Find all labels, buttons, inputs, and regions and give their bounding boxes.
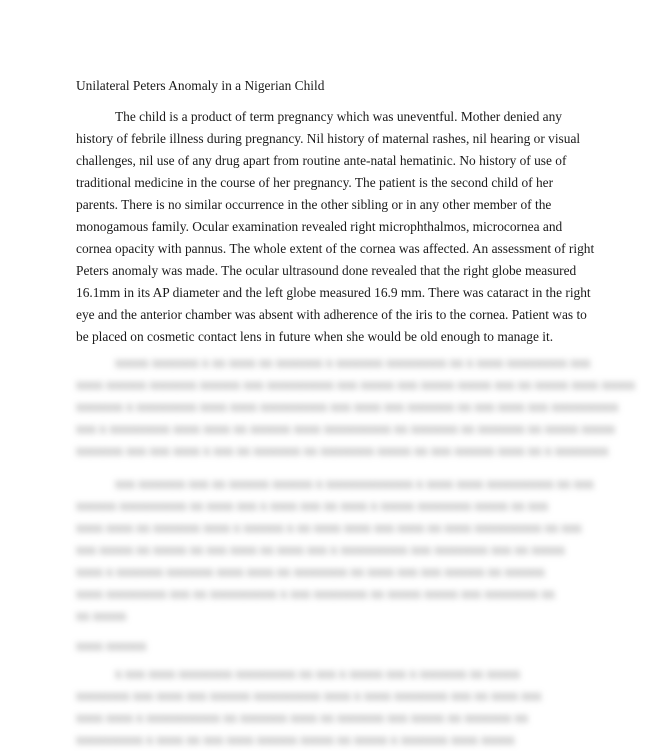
paragraph-line: challenges, nil use of any drug apart from routine ante-natal hematinic. No history of use of [76,153,567,168]
blurred-paragraph [76,663,576,751]
paragraph-line: 16.1mm in its AP diameter and the left globe measured 16.9 mm. There was cataract in the right [76,285,591,300]
paragraph-line: history of febrile illness during pregnancy. Nil history of maternal rashes, nil hearing or visual [76,131,581,146]
blurred-line: xx xxxxx [76,608,127,623]
paragraph-line: traditional medicine in the course of her pregnancy. The patient is the second child of her [76,175,554,190]
blurred-line: xxxxxx xxxxxxxxxx xx xxxx xxx x xxxx xxx xx xxxx x xxxxx xxxxxxxx xxxxx xx xxx [76,498,549,513]
paragraph-line: cornea opacity with pannus. The whole extent of the cornea was affected. An assessment of right [76,241,595,256]
blurred-paragraph [76,352,636,462]
paragraph-line: eye and the anterior chamber was absent with adherence of the iris to the cornea. Patient was to [76,307,587,322]
paragraph-line: Peters anomaly was made. The ocular ultrasound done revealed that the right globe measured [76,263,577,278]
document-title: Unilateral Peters Anomaly in a Nigerian Child [76,78,325,93]
blurred-line: xxxxxxx x xxxxxxxxx xxxx xxxx xxxxxxxxxx xxx xxxx xxx xxxxxxx xx xxx xxxx xxx xxxxxxxxxx [76,399,619,414]
body-paragraph [76,106,595,348]
blurred-line: xxx x xxxxxxxxx xxxx xxxx xx xxxxxx xxxx xxxxxxxxxx xx xxxxxxx xx xxxxxxx xx xxxxx xxxxx [76,421,615,436]
blurred-line: x xxx xxxx xxxxxxxx xxxxxxxxx xx xxx x xxxxx xxx x xxxxxxx xx xxxxx [115,666,521,681]
paragraph-line: be placed on cosmetic contact lens in future when she would be old enough to manage it. [76,329,554,344]
blurred-line: xxxx xxxxxx xxxxxxx xxxxxx xxx xxxxxxxxxx xxx xxxxx xxx xxxxx xxxxx xxx xx xxxxx xxxx xxxxx [76,377,636,392]
blurred-line: xxxxxxxxxx x xxxx xx xxx xxxx xxxxxx xxxxx xx xxxxx x xxxxxxx xxxx xxxxx [76,732,515,747]
blurred-line: xxxx xxxxxx [76,638,147,653]
blurred-line: xxxx xxxx xx xxxxxxx xxxx x xxxxxx x xx xxxx xxxx xxx xxxx xx xxxx xxxxxxxxxx xx xxx [76,520,582,535]
blurred-line: xxxx xxxx x xxxxxxxxxxx xx xxxxxxx xxxx xx xxxxxxx xxx xxxxx xx xxxxxxx xx [76,710,528,725]
blurred-paragraph [76,473,594,627]
paragraph-line: The child is a product of term pregnancy which was uneventful. Mother denied any [115,109,562,124]
blurred-line: xxxxx xxxxxxx x xx xxxx xx xxxxxxx x xxxxxxx xxxxxxxxx xx x xxxx xxxxxxxxx xxx [115,355,591,370]
blurred-heading [76,635,576,657]
blurred-line: xxxx x xxxxxxx xxxxxxx xxxx xxxx xx xxxxxxxx xx xxxx xxx xxx xxxxxx xx xxxxxx [76,564,545,579]
blurred-line: xxx xxxxxxx xxx xx xxxxxx xxxxxx x xxxxxxxxxxxxx x xxxx xxxx xxxxxxxxxx xx xxx [115,476,594,491]
paragraph-line: monogamous family. Ocular examination revealed right microphthalmos, microcornea and [76,219,563,234]
blurred-line: xxx xxxxx xx xxxxx xx xxx xxxx xx xxxx xxx x xxxxxxxxxx xxx xxxxxxxx xxx xx xxxxx [76,542,565,557]
blurred-line: xxxxxxx xxx xxx xxxx x xxx xx xxxxxxx xx xxxxxxxx xxxxx xx xxx xxxxxx xxxx xx x xxxxxxxx [76,443,609,458]
blurred-line: xxxx xxxxxxxxx xxx xx xxxxxxxxxx x xxx xxxxxxxx xx xxxxx xxxxx xxx xxxxxxxx xx [76,586,555,601]
paragraph-line: parents. There is no similar occurrence in the other sibling or in any other member of the [76,197,552,212]
blurred-line: xxxxxxxx xxx xxxx xxx xxxxxx xxxxxxxxxx xxxx x xxxx xxxxxxxx xxx xx xxxx xxx [76,688,542,703]
